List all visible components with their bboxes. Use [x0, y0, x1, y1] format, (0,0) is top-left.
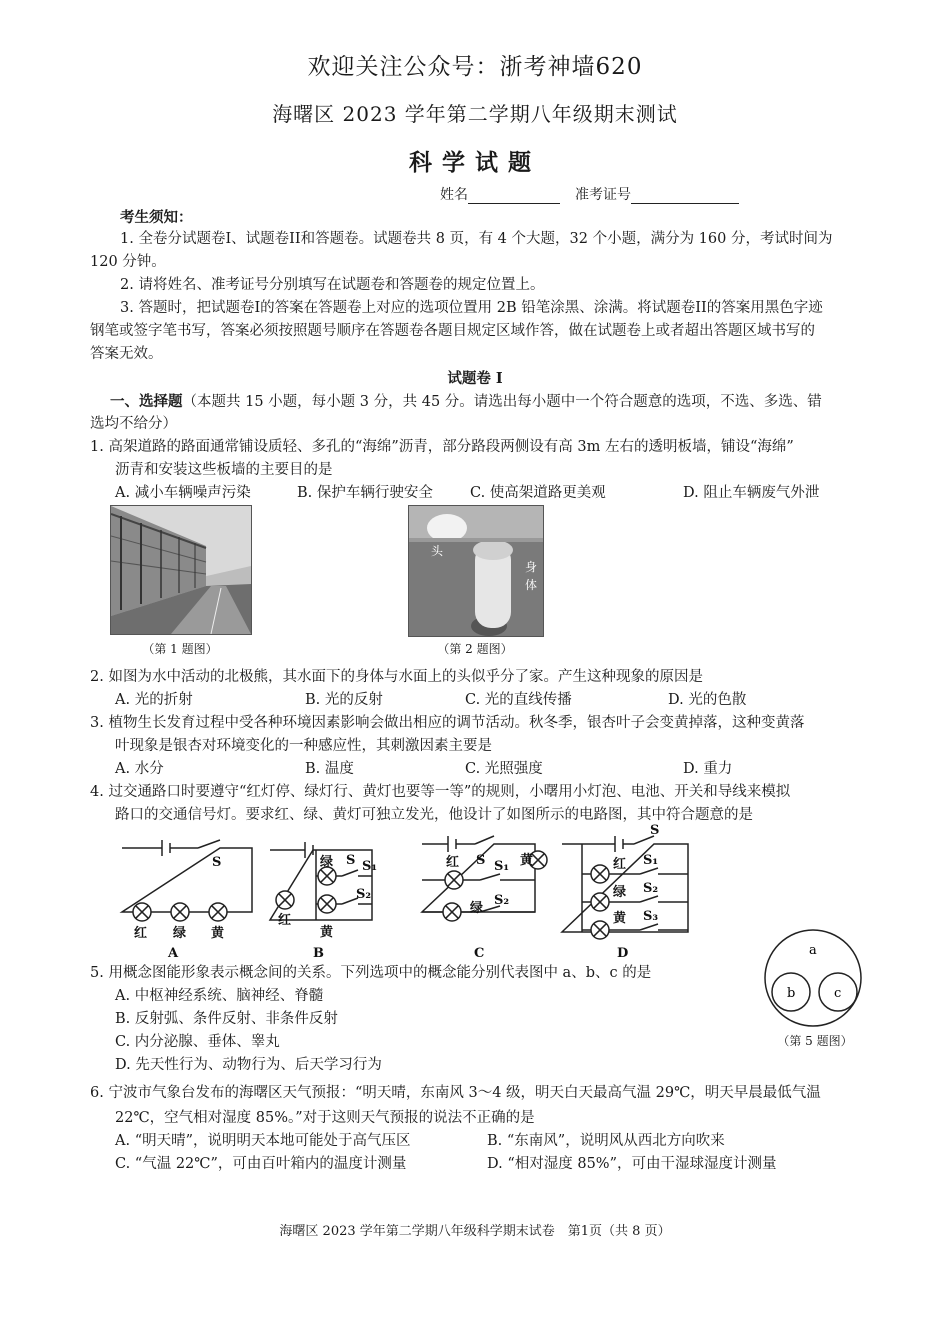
notice-line: 钢笔或签字笔书写，答案必须按照题号顺序在答题卷各题目规定区域作答，做在试题卷上或者超出答题区域书写的	[90, 323, 815, 339]
circuit-d-switch-s: S	[650, 823, 660, 838]
q2-option-a: A. 光的折射	[115, 692, 193, 708]
part1-title: 一、选择题	[110, 393, 183, 410]
q6-option-d: D. “相对湿度 85%”，可由干湿球湿度计测量	[487, 1156, 777, 1172]
circuit-c-green-label: 绿	[470, 901, 484, 916]
circuit-a-red-label: 红	[134, 926, 148, 941]
circuit-c-red-label: 红	[446, 855, 460, 870]
q3-stem-cont: 叶现象是银杏对环境变化的一种感应性，其刺激因素主要是	[115, 738, 492, 754]
circuit-d-red-label: 红	[613, 857, 627, 872]
id-field	[575, 184, 739, 204]
circuit-c-label: C	[474, 946, 485, 961]
circuit-b-red-label: 红	[278, 913, 292, 928]
q1-overpass-photo	[110, 505, 252, 635]
q2-label-body: 身体	[525, 560, 538, 592]
q5-label-a: a	[809, 943, 817, 958]
q5-option-d: D. 先天性行为、动物行为、后天学习行为	[115, 1057, 382, 1073]
q6-stem-cont: 22℃，空气相对湿度 85%。”对于这则天气预报的说法不正确的是	[115, 1110, 535, 1126]
notice-line: 120 分钟。	[90, 254, 166, 270]
q3-option-a: A. 水分	[115, 761, 164, 777]
q5-label-c: c	[834, 986, 842, 1001]
q4-stem-cont: 路口的交通信号灯。要求红、绿、黄灯可独立发光，他设计了如图所示的电路图，其中符合题意的是	[115, 807, 753, 823]
subject-title: 科学试题	[409, 149, 541, 176]
part1-desc-cont: 选均不给分）	[90, 416, 177, 432]
q4-stem: 4. 过交通路口时要遵守“红灯停、绿灯行、黄灯也要等一等”的规则，小曙用小灯泡、电池、开关和导线来模拟	[90, 784, 791, 800]
q3-stem: 3. 植物生长发育过程中受各种环境因素影响会做出相应的调节活动。秋冬季，银杏叶子会变黄掉落，这种变黄落	[90, 715, 805, 731]
circuit-b-label: B	[313, 946, 324, 961]
q2-polar-bear-photo	[408, 505, 544, 637]
exam-title: 海曙区 2023 学年第二学期八年级期末测试	[272, 102, 678, 126]
circuit-a-yellow-label: 黄	[211, 926, 225, 941]
circuit-c-switch-s2: S₂	[494, 893, 510, 908]
q1-option-b: B. 保护车辆行驶安全	[297, 485, 433, 501]
q2-label-head: 头	[431, 544, 444, 558]
circuit-a-switch-label: S	[212, 855, 222, 870]
q5-stem: 5. 用概念图能形象表示概念间的关系。下列选项中的概念能分别代表图中 a、b、c 的是	[90, 965, 652, 981]
section-heading: 试题卷 I	[447, 370, 503, 387]
id-blank	[631, 188, 739, 204]
q2-stem: 2. 如图为水中活动的北极熊，其水面下的身体与水面上的头似乎分了家。产生这种现象的原因是	[90, 669, 703, 685]
circuit-a-label: A	[168, 946, 179, 961]
q5-label-b: b	[787, 986, 796, 1001]
q6-option-b: B. “东南风”，说明风从西北方向吹来	[487, 1133, 725, 1149]
q5-option-a: A. 中枢神经系统、脑神经、脊髓	[115, 988, 324, 1004]
q1-option-a: A. 减小车辆噪声污染	[115, 485, 251, 501]
q3-option-d: D. 重力	[683, 761, 733, 777]
q1-stem-cont: 沥青和安装这些板墙的主要目的是	[115, 462, 333, 478]
q4-circuit-diagrams	[110, 822, 700, 964]
q1-option-d: D. 阻止车辆废气外泄	[683, 485, 820, 501]
q2-option-c: C. 光的直线传播	[465, 692, 572, 708]
part1-intro	[110, 390, 822, 414]
circuit-d-switch-s2: S₂	[643, 881, 659, 896]
q6-option-a: A. “明天晴”，说明明天本地可能处于高气压区	[115, 1133, 411, 1149]
notice-line: 2. 请将姓名、准考证号分别填写在试题卷和答题卷的规定位置上。	[120, 277, 545, 293]
part1-desc: （本题共 15 小题，每小题 3 分，共 45 分。请选出每小题中一个符合题意的选项，不选、多选、错	[182, 394, 822, 410]
q2-option-d: D. 光的色散	[668, 692, 747, 708]
q2-figure-caption: （第 2 题图）	[437, 642, 513, 656]
circuit-b-switch-s2: S₂	[356, 887, 372, 902]
circuit-d-label: D	[617, 946, 629, 961]
promo-banner: 欢迎关注公众号：浙考神墙620	[307, 54, 643, 80]
circuit-c-yellow-label: 黄	[520, 853, 534, 868]
q5-option-c: C. 内分泌腺、垂体、睾丸	[115, 1034, 280, 1050]
q2-option-b: B. 光的反射	[305, 692, 383, 708]
q3-option-c: C. 光照强度	[465, 761, 543, 777]
q1-stem: 1. 高架道路的路面通常铺设质轻、多孔的“海绵”沥青，部分路段两侧设有高 3m 左右的透明板墙，铺设“海绵”	[90, 439, 794, 455]
circuit-b-switch-s: S	[346, 853, 356, 868]
circuit-b-yellow-label: 黄	[320, 925, 334, 940]
q6-stem: 6. 宁波市气象台发布的海曙区天气预报：“明天晴，东南风 3～4 级，明天白天最高气温 29℃，明天早晨最低气温	[90, 1085, 821, 1101]
notice-line: 答案无效。	[90, 346, 163, 362]
q1-figure-caption: （第 1 题图）	[142, 642, 218, 656]
name-blank	[468, 188, 560, 204]
id-label: 准考证号	[575, 187, 631, 203]
notice-line: 3. 答题时，把试题卷I的答案在答题卷上对应的选项位置用 2B 铅笔涂黑、涂满。将试题卷II的答案用黑色字迹	[120, 300, 823, 316]
notice-line: 1. 全卷分试题卷I、试题卷II和答题卷。试题卷共 8 页，有 4 个大题，32 个小题，满分为 160 分，考试时间为	[120, 231, 833, 247]
q1-option-c: C. 使高架道路更美观	[470, 485, 606, 501]
page-footer: 海曙区 2023 学年第二学期八年级科学期末试卷 第1页（共 8 页）	[279, 1224, 671, 1239]
circuit-b-switch-s1: S₁	[362, 859, 378, 874]
q5-figure-caption: （第 5 题图）	[777, 1034, 853, 1048]
notice-heading: 考生须知：	[120, 209, 193, 226]
circuit-d-switch-s3: S₃	[643, 909, 659, 924]
circuit-d-yellow-label: 黄	[613, 911, 627, 926]
circuit-d-switch-s1: S₁	[643, 853, 659, 868]
name-label: 姓名	[440, 187, 468, 203]
circuit-d-green-label: 绿	[613, 885, 627, 900]
q3-option-b: B. 温度	[305, 761, 354, 777]
name-field	[440, 184, 560, 204]
circuit-c-switch-s1: S₁	[494, 859, 510, 874]
q5-option-b: B. 反射弧、条件反射、非条件反射	[115, 1011, 338, 1027]
circuit-a-green-label: 绿	[173, 926, 187, 941]
circuit-b-green-label: 绿	[320, 855, 334, 870]
circuit-c-switch-s: S	[476, 853, 486, 868]
q6-option-c: C. “气温 22℃”，可由百叶箱内的温度计测量	[115, 1156, 407, 1172]
q5-concept-diagram	[760, 926, 870, 1030]
